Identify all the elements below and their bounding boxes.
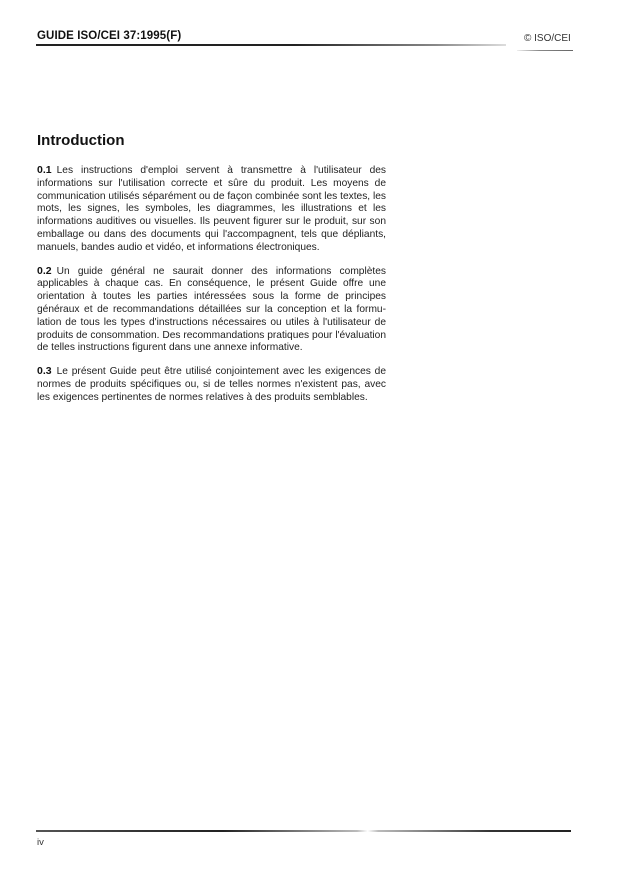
header-divider-right (517, 50, 573, 51)
copyright-notice: © ISO/CEI (524, 33, 571, 44)
footer-divider (36, 830, 571, 832)
section-body (37, 164, 386, 415)
paragraph-number: 0.1 (37, 164, 52, 176)
paragraph-text: Un guide général ne saurait donner des informations complètes applicables à chaque cas. En conséquence, le présent Guide offre une orientation à toutes les parties intéressées sous la forme de principes généraux et de recommandations détaillées sur la conception et la formulation de tous les types d'instructions nécessaires ou utiles à l'utilisateur de produits de consommation. Des recommandations pratiques pour l'évaluation de telles instructions figurent dans une annexe informative. (37, 265, 386, 354)
header-divider (36, 44, 506, 46)
paragraph-0-3 (37, 365, 386, 404)
paragraph-text: Le présent Guide peut être utilisé conjointement avec les exigences de normes de produits spécifiques ou, si de telles normes n'existent pas, avec les exigences pertinentes de normes relatives à des produits semblables. (37, 366, 386, 403)
section-title: Introduction (37, 132, 125, 149)
paragraph-0-1 (37, 164, 386, 255)
page-number: iv (37, 837, 44, 848)
paragraph-number: 0.2 (37, 264, 52, 277)
document-id: GUIDE ISO/CEI 37:1995(F) (37, 30, 182, 42)
paragraph-number: 0.3 (37, 365, 52, 378)
paragraph-text: Les instructions d'emploi servent à transmettre à l'utilisateur des informations sur l'utilisation correcte et sûre du produit. Les moyens de communication utilisés séparément ou de façon combinée sont les textes, les mots, les signes, les symboles, les diagrammes, les illustrations et les informations auditives ou visuelles. Ils peuvent figurer sur le produit, sur son emballage ou dans des documents qui l'accompagnent, tels que dépliants, manuels, bandes audio et vidéo, et informations électroniques. (37, 165, 386, 253)
paragraph-0-2 (37, 265, 386, 356)
